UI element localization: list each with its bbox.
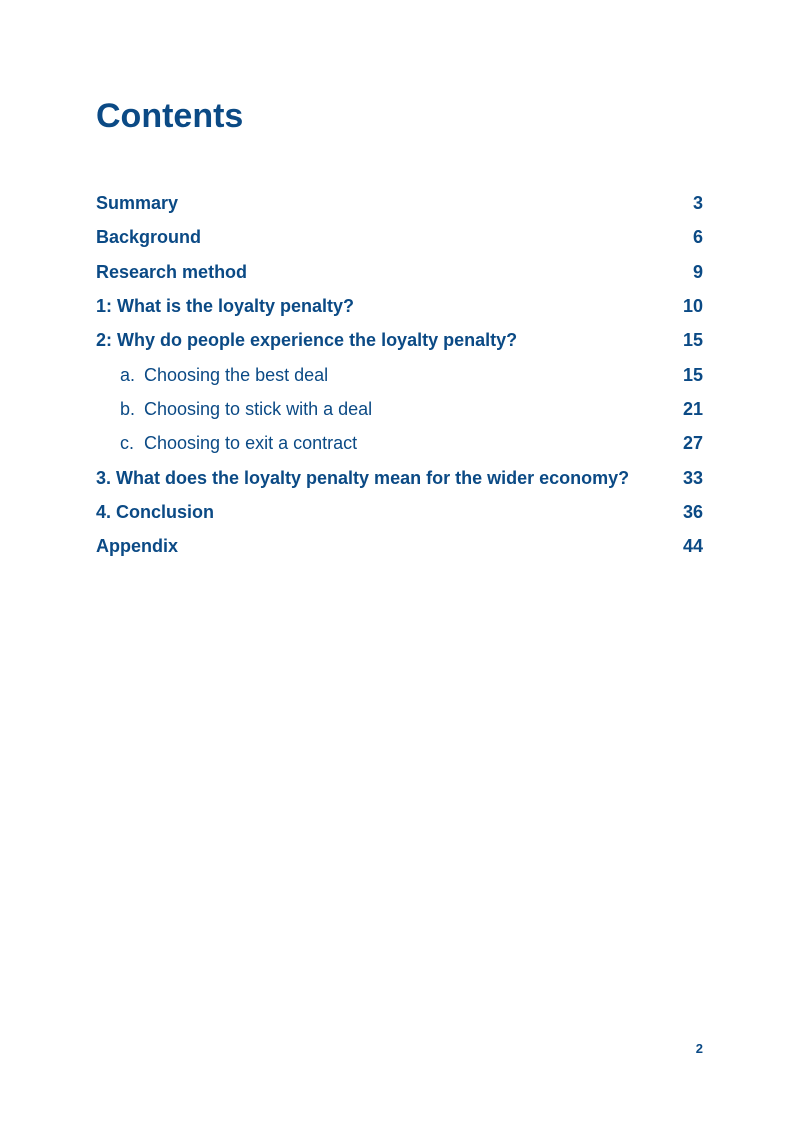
table-of-contents	[96, 186, 703, 563]
toc-item-page: 15	[682, 364, 703, 385]
toc-item-title	[96, 426, 357, 460]
toc-item-page: 10	[682, 296, 703, 317]
toc-item-section-2[interactable]	[96, 323, 703, 357]
toc-item-page: 33	[682, 467, 703, 488]
toc-item-title: Summary	[96, 193, 179, 214]
toc-item-title: Appendix	[96, 536, 179, 557]
toc-item-title: Research method	[96, 261, 248, 282]
toc-item-research-method[interactable]	[96, 255, 703, 289]
toc-item-title	[96, 358, 328, 392]
toc-item-summary[interactable]	[96, 186, 703, 220]
toc-item-text: Choosing the best deal	[144, 364, 329, 385]
toc-subitem-2b[interactable]	[96, 392, 703, 426]
toc-item-page: 21	[682, 398, 703, 419]
toc-item-title: Background	[96, 227, 202, 248]
toc-item-background[interactable]	[96, 220, 703, 254]
toc-item-title: 3. What does the loyalty penalty mean for the wider economy?	[96, 467, 630, 488]
toc-item-title: 4. Conclusion	[96, 501, 215, 522]
toc-item-page: 3	[692, 193, 703, 214]
toc-item-page: 15	[682, 330, 703, 351]
page-title: Contents	[96, 97, 244, 135]
toc-item-conclusion[interactable]	[96, 495, 703, 529]
page-number: 2	[695, 1041, 703, 1056]
toc-item-letter: b.	[120, 398, 136, 419]
toc-item-page: 44	[682, 536, 703, 557]
toc-item-letter: a.	[120, 364, 136, 385]
toc-item-text: Choosing to stick with a deal	[144, 398, 373, 419]
toc-item-section-3[interactable]	[96, 460, 703, 494]
toc-item-title	[96, 392, 372, 426]
toc-item-page: 27	[682, 433, 703, 454]
toc-item-page: 36	[682, 501, 703, 522]
toc-item-title: 1: What is the loyalty penalty?	[96, 296, 355, 317]
toc-subitem-2c[interactable]	[96, 426, 703, 460]
toc-item-letter: c.	[120, 433, 135, 454]
toc-item-title: 2: Why do people experience the loyalty penalty?	[96, 330, 518, 351]
toc-item-appendix[interactable]	[96, 529, 703, 563]
toc-item-page: 6	[692, 227, 703, 248]
toc-item-section-1[interactable]	[96, 289, 703, 323]
toc-subitem-2a[interactable]	[96, 357, 703, 391]
toc-item-page: 9	[692, 261, 703, 282]
toc-item-text: Choosing to exit a contract	[144, 433, 358, 454]
